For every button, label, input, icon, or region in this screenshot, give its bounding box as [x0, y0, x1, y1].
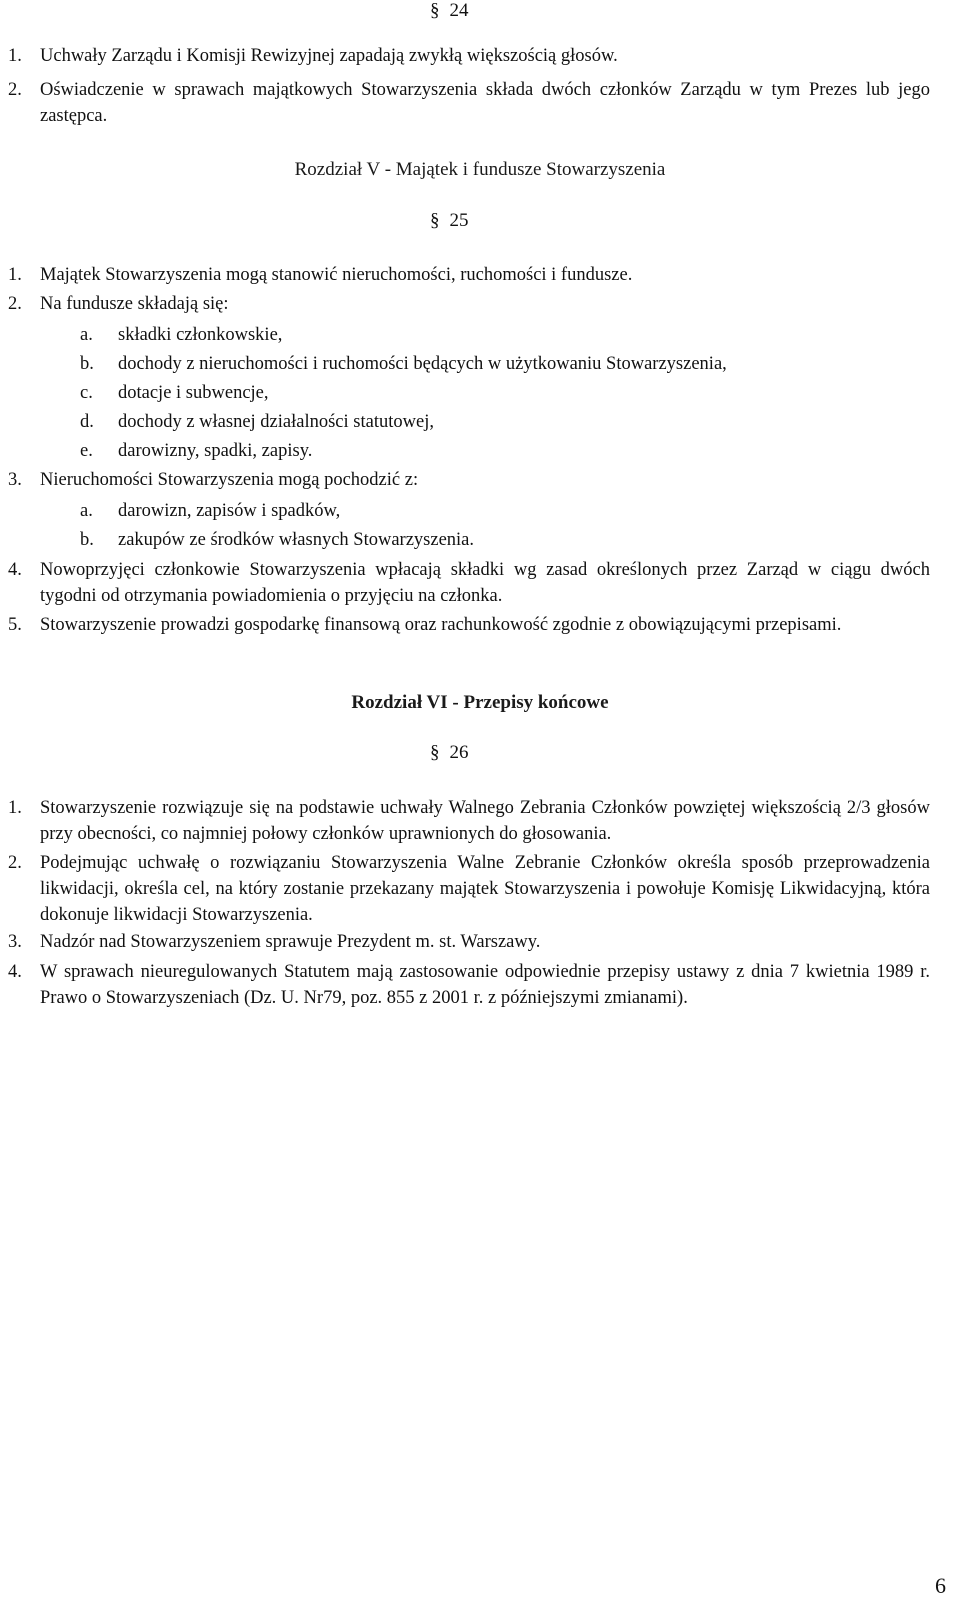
item-text: W sprawach nieuregulowanych Statutem mają zastosowanie odpowiednie przepisy ustawy z dnia 7 kwietnia 1989 r. Prawo o Stowarzyszeniach (Dz. U. Nr79, poz. 855 z 2001 r. z późniejszymi zmianami).: [40, 962, 930, 1008]
item-number: 1.: [8, 265, 22, 285]
item-number: 2.: [8, 294, 22, 314]
sub-text: dochody z nieruchomości i ruchomości będących w użytkowaniu Stowarzyszenia,: [118, 354, 727, 374]
sub-letter: b.: [80, 354, 94, 374]
chapter-heading: Rozdział VI - Przepisy końcowe: [351, 692, 609, 713]
item-number: 2.: [8, 853, 22, 873]
item-text: Stowarzyszenie rozwiązuje się na podstawie uchwały Walnego Zebrania Członków powziętej większością 2/3 głosów przy obecności, co najmniej połowy członków uprawnionych do głosowania.: [40, 798, 930, 844]
sub-letter: a.: [80, 501, 93, 521]
sub-letter: e.: [80, 441, 93, 461]
item-number: 4.: [8, 560, 22, 580]
item-number: 3.: [8, 470, 22, 490]
section-number: 24: [449, 0, 469, 21]
sub-text: darowizn, zapisów i spadków,: [118, 501, 341, 521]
sub-letter: b.: [80, 530, 94, 550]
page-number: 6: [935, 1573, 946, 1598]
section-25-heading: [430, 210, 550, 232]
sub-text: dochody z własnej działalności statutowej,: [118, 412, 434, 432]
section-24-heading: [430, 0, 550, 22]
item-number: 3.: [8, 932, 22, 952]
item-text: Uchwały Zarządu i Komisji Rewizyjnej zapadają zwykłą większością głosów.: [40, 46, 618, 66]
section-number: 26: [449, 742, 469, 763]
sub-letter: a.: [80, 325, 93, 345]
section-sign: §: [430, 742, 440, 763]
item-number: 4.: [8, 962, 22, 982]
item-text: Oświadczenie w sprawach majątkowych Stowarzyszenia składa dwóch członków Zarządu w tym Prezes lub jego zastępca.: [40, 80, 930, 126]
item-number: 2.: [8, 80, 22, 100]
sub-text: składki członkowskie,: [118, 325, 283, 345]
section-26-heading: [430, 742, 550, 764]
item-text: Majątek Stowarzyszenia mogą stanowić nieruchomości, ruchomości i fundusze.: [40, 265, 633, 285]
item-number: 5.: [8, 615, 22, 635]
item-number: 1.: [8, 798, 22, 818]
sub-text: darowizny, spadki, zapisy.: [118, 441, 313, 461]
item-text: Na fundusze składają się:: [40, 294, 229, 314]
section-sign: §: [430, 210, 440, 231]
section-sign: §: [430, 0, 440, 21]
item-number: 1.: [8, 46, 22, 66]
item-text: Podejmując uchwałę o rozwiązaniu Stowarzyszenia Walne Zebranie Członków określa sposób przeprowadzenia likwidacji, określa cel, na który zostanie przekazany majątek Stowarzyszenia i powołuje Komisję Likwidacyjną, która dokonuje likwidacji Stowarzyszenia.: [40, 853, 930, 925]
sub-text: dotacje i subwencje,: [118, 383, 269, 403]
item-text: Stowarzyszenie prowadzi gospodarkę finansową oraz rachunkowość zgodnie z obowiązującymi przepisami.: [40, 615, 842, 635]
sub-text: zakupów ze środków własnych Stowarzyszenia.: [118, 530, 475, 550]
sub-letter: c.: [80, 383, 93, 403]
item-text: Nowoprzyjęci członkowie Stowarzyszenia wpłacają składki wg zasad określonych przez Zarząd w ciągu dwóch tygodni od otrzymania powiadomienia o przyjęciu na członka.: [40, 560, 930, 606]
item-text: Nieruchomości Stowarzyszenia mogą pochodzić z:: [40, 470, 419, 490]
item-text: Nadzór nad Stowarzyszeniem sprawuje Prezydent m. st. Warszawy.: [40, 932, 541, 952]
chapter-heading: Rozdział V - Majątek i fundusze Stowarzyszenia: [294, 159, 666, 180]
section-number: 25: [449, 210, 469, 231]
sub-letter: d.: [80, 412, 94, 432]
